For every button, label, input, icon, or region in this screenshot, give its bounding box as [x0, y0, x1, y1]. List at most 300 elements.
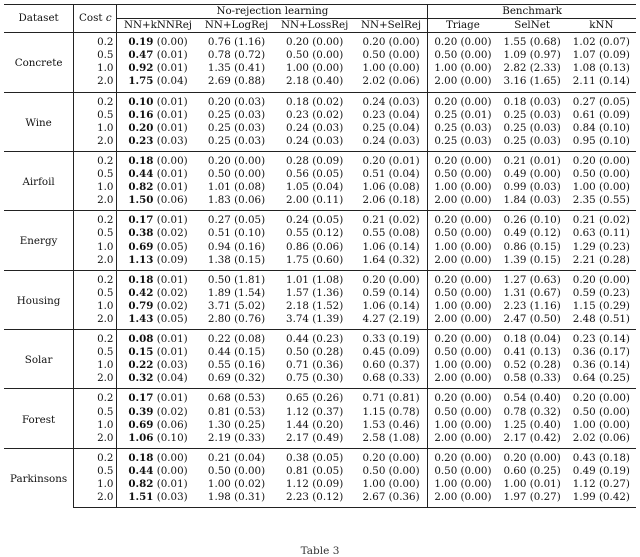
- result-cell: 1.75 (0.04): [128, 75, 188, 88]
- result-cell: 0.18 (0.02): [274, 92, 354, 109]
- cost-value: 0.5: [74, 287, 117, 300]
- result-cell: 0.69 (0.05): [128, 240, 188, 253]
- result-cell: 0.50 (0.00): [434, 227, 492, 240]
- table-row: [4, 270, 636, 287]
- result-cell: 1.25 (0.40): [503, 418, 561, 431]
- cost-value: 0.5: [74, 168, 117, 181]
- result-cell: 2.00 (0.00): [428, 491, 498, 508]
- result-cell: 1.00 (0.00): [434, 478, 492, 490]
- result-cell: 2.00 (0.00): [434, 431, 492, 444]
- cost-value: 2.0: [74, 372, 117, 389]
- benchmark-group-header: Benchmark: [428, 5, 636, 19]
- result-cell: 0.08 (0.01): [117, 330, 199, 347]
- result-cell: 2.35 (0.55): [572, 194, 630, 207]
- result-cell: 0.20 (0.00): [428, 211, 498, 228]
- result-cell: 0.20 (0.00): [428, 151, 498, 168]
- result-cell: 0.50 (0.00): [434, 405, 492, 418]
- result-cell: 0.27 (0.05): [199, 211, 275, 228]
- result-cell: 0.20 (0.00): [199, 151, 275, 168]
- table-row: [4, 372, 636, 389]
- result-cell: 1.06 (0.14): [355, 241, 428, 254]
- result-cell: 0.20 (0.00): [428, 92, 498, 109]
- best-value: 1.51: [128, 491, 154, 504]
- dataset-name: Energy: [4, 211, 74, 270]
- result-cell: 1.89 (1.54): [207, 286, 266, 299]
- result-cell: 0.33 (0.19): [355, 330, 428, 347]
- result-cell: 0.20 (0.00): [567, 389, 636, 406]
- result-cell: 1.13 (0.09): [128, 253, 188, 266]
- result-cell: 0.25 (0.03): [503, 121, 561, 134]
- best-value: 0.82: [128, 478, 154, 490]
- result-cell: 0.16 (0.01): [128, 108, 188, 121]
- cost-value: 2.0: [74, 491, 117, 508]
- result-cell: 2.18 (1.52): [286, 299, 344, 312]
- dataset-name: Forest: [4, 389, 74, 448]
- best-value: 0.39: [128, 405, 154, 418]
- result-cell: 0.25 (0.03): [207, 134, 266, 147]
- result-cell: 0.26 (0.10): [498, 211, 567, 228]
- result-cell: 1.00 (0.00): [572, 181, 630, 194]
- method-header: SelNet: [498, 19, 567, 33]
- result-cell: 0.50 (0.00): [434, 464, 492, 477]
- result-cell: 0.64 (0.25): [572, 372, 630, 385]
- result-cell: 0.20 (0.00): [274, 33, 354, 50]
- cost-value: 1.0: [74, 419, 117, 432]
- best-value: 0.18: [128, 273, 154, 286]
- result-cell: 2.02 (0.06): [355, 75, 428, 92]
- result-cell: 1.00 (0.00): [434, 240, 492, 253]
- result-cell: 1.75 (0.60): [286, 253, 344, 266]
- result-cell: 0.50 (0.00): [434, 49, 492, 62]
- result-cell: 0.55 (0.16): [207, 359, 266, 372]
- result-cell: 0.25 (0.03): [207, 121, 266, 134]
- result-cell: 0.25 (0.03): [503, 134, 561, 147]
- dataset-name: Housing: [4, 270, 74, 329]
- result-cell: 0.79 (0.02): [128, 299, 188, 312]
- result-cell: 0.22 (0.08): [199, 330, 275, 347]
- best-value: 0.79: [128, 299, 154, 312]
- result-cell: 3.16 (1.65): [503, 75, 561, 88]
- result-cell: 0.17 (0.01): [117, 389, 199, 406]
- result-cell: 1.00 (0.00): [434, 359, 492, 372]
- result-cell: 1.12 (0.09): [286, 478, 344, 490]
- result-cell: 2.80 (0.76): [207, 312, 266, 325]
- result-cell: 2.18 (0.40): [286, 75, 344, 88]
- best-value: 1.06: [128, 431, 154, 444]
- result-cell: 2.82 (2.33): [503, 62, 561, 75]
- result-cell: 0.23 (0.04): [355, 109, 428, 122]
- best-value: 0.92: [128, 62, 154, 75]
- result-cell: 1.06 (0.10): [128, 431, 188, 444]
- result-cell: 0.50 (0.00): [355, 49, 428, 62]
- table-row: [4, 227, 636, 240]
- best-value: 1.50: [128, 194, 154, 207]
- result-cell: 0.58 (0.33): [503, 372, 561, 385]
- result-cell: 0.56 (0.05): [286, 168, 344, 181]
- result-cell: 0.49 (0.19): [572, 464, 630, 477]
- cost-value: 1.0: [74, 478, 117, 491]
- result-cell: 0.51 (0.10): [207, 227, 266, 240]
- result-cell: 0.55 (0.08): [355, 227, 428, 240]
- result-cell: 2.17 (0.49): [286, 431, 344, 444]
- result-cell: 0.36 (0.14): [572, 359, 630, 372]
- table-row: [4, 62, 636, 75]
- result-cell: 2.58 (1.08): [355, 432, 428, 449]
- table-row: [4, 254, 636, 271]
- result-cell: 0.21 (0.02): [567, 211, 636, 228]
- result-cell: 2.00 (0.00): [434, 312, 492, 325]
- no-rejection-group-header: No-rejection learning: [117, 5, 428, 19]
- result-cell: 1.98 (0.31): [199, 491, 275, 508]
- result-cell: 0.94 (0.16): [207, 240, 266, 253]
- result-cell: 0.20 (0.00): [428, 330, 498, 347]
- result-cell: 1.12 (0.37): [286, 405, 344, 418]
- table-row: [4, 122, 636, 135]
- result-cell: 0.20 (0.00): [428, 448, 498, 465]
- result-cell: 0.44 (0.01): [128, 168, 188, 181]
- result-cell: 1.64 (0.32): [355, 254, 428, 271]
- method-header: NN+LogRej: [199, 19, 275, 33]
- method-header: NN+LossRej: [274, 19, 354, 33]
- best-value: 0.69: [128, 240, 154, 253]
- result-cell: 0.52 (0.28): [503, 359, 561, 372]
- result-cell: 2.00 (0.00): [434, 253, 492, 266]
- result-cell: 0.27 (0.05): [567, 92, 636, 109]
- best-value: 0.32: [128, 372, 154, 385]
- result-cell: 0.20 (0.00): [498, 448, 567, 465]
- cost-value: 1.0: [74, 359, 117, 372]
- best-value: 0.18: [128, 154, 154, 167]
- result-cell: 0.23 (0.14): [567, 330, 636, 347]
- cost-value: 0.2: [74, 92, 117, 109]
- result-cell: 1.00 (0.00): [286, 62, 344, 75]
- result-cell: 0.50 (0.00): [434, 346, 492, 359]
- result-cell: 1.83 (0.06): [207, 194, 266, 207]
- result-cell: 1.06 (0.14): [355, 300, 428, 313]
- table-row: [4, 92, 636, 109]
- result-cell: 0.15 (0.01): [128, 346, 188, 359]
- table-row: [4, 491, 636, 508]
- best-value: 0.44: [128, 464, 154, 477]
- result-cell: 1.00 (0.00): [355, 478, 428, 491]
- best-value: 0.42: [128, 286, 154, 299]
- result-cell: 1.38 (0.15): [207, 253, 266, 266]
- result-cell: 1.12 (0.27): [572, 478, 630, 490]
- table-row: [4, 75, 636, 92]
- best-value: 0.10: [128, 95, 154, 108]
- result-cell: 2.69 (0.88): [207, 75, 266, 88]
- table-row: [4, 300, 636, 313]
- table-row: [4, 465, 636, 478]
- result-cell: 0.20 (0.00): [428, 33, 498, 50]
- result-cell: 0.25 (0.03): [434, 121, 492, 134]
- result-cell: 0.18 (0.00): [117, 151, 199, 168]
- result-cell: 0.24 (0.05): [274, 211, 354, 228]
- cost-value: 0.5: [74, 465, 117, 478]
- table-row: [4, 389, 636, 406]
- cost-value: 0.2: [74, 389, 117, 406]
- table-row: [4, 241, 636, 254]
- result-cell: 1.01 (1.08): [274, 270, 354, 287]
- best-value: 0.82: [128, 181, 154, 194]
- result-cell: 0.20 (0.00): [355, 33, 428, 50]
- result-cell: 0.20 (0.00): [567, 151, 636, 168]
- result-cell: 1.53 (0.46): [355, 419, 428, 432]
- result-cell: 1.99 (0.42): [567, 491, 636, 508]
- result-cell: 1.00 (0.01): [503, 478, 561, 490]
- result-cell: 0.25 (0.03): [434, 134, 492, 147]
- result-cell: 0.54 (0.40): [498, 389, 567, 406]
- result-cell: 0.86 (0.15): [503, 240, 561, 253]
- result-cell: 1.00 (0.00): [434, 181, 492, 194]
- table-row: [4, 419, 636, 432]
- best-value: 0.20: [128, 121, 154, 134]
- cost-value: 1.0: [74, 241, 117, 254]
- cost-value: 1.0: [74, 181, 117, 194]
- cost-value: 2.0: [74, 194, 117, 211]
- result-cell: 1.01 (0.08): [207, 181, 266, 194]
- result-cell: 1.43 (0.05): [128, 312, 188, 325]
- result-cell: 0.78 (0.32): [503, 405, 561, 418]
- result-cell: 0.39 (0.02): [128, 405, 188, 418]
- result-cell: 0.81 (0.05): [286, 464, 344, 477]
- result-cell: 0.25 (0.01): [434, 108, 492, 121]
- cost-value: 2.0: [74, 313, 117, 330]
- cost-value: 0.5: [74, 109, 117, 122]
- result-cell: 1.30 (0.25): [207, 418, 266, 431]
- result-cell: 0.10 (0.01): [117, 92, 199, 109]
- result-cell: 0.24 (0.03): [286, 134, 344, 147]
- table-row: [4, 330, 636, 347]
- best-value: 0.15: [128, 346, 154, 359]
- cost-value: 2.0: [74, 135, 117, 152]
- cost-value: 0.5: [74, 346, 117, 359]
- result-cell: 0.71 (0.36): [286, 359, 344, 372]
- cost-value: 2.0: [74, 75, 117, 92]
- result-cell: 0.17 (0.01): [117, 211, 199, 228]
- table-row: [4, 49, 636, 62]
- result-cell: 0.50 (0.00): [434, 168, 492, 181]
- result-cell: 1.00 (0.00): [572, 418, 630, 431]
- table-row: [4, 33, 636, 50]
- table-row: [4, 194, 636, 211]
- result-cell: 0.47 (0.01): [128, 49, 188, 62]
- method-header: kNN: [567, 19, 636, 33]
- cost-value: 0.2: [74, 330, 117, 347]
- dataset-name: Wine: [4, 92, 74, 151]
- result-cell: 0.18 (0.03): [498, 92, 567, 109]
- result-cell: 0.55 (0.12): [286, 227, 344, 240]
- table-row: [4, 406, 636, 419]
- cost-value: 2.0: [74, 432, 117, 449]
- cost-value: 0.5: [74, 49, 117, 62]
- result-cell: 1.00 (0.00): [434, 418, 492, 431]
- result-cell: 2.23 (1.16): [503, 299, 561, 312]
- result-cell: 0.44 (0.00): [128, 464, 188, 477]
- result-cell: 0.23 (0.02): [286, 108, 344, 121]
- method-header: NN+SelRej: [355, 19, 428, 33]
- result-cell: 0.38 (0.02): [128, 227, 188, 240]
- best-value: 0.44: [128, 168, 154, 181]
- table-row: [4, 151, 636, 168]
- table-caption: Table 3: [300, 545, 340, 557]
- result-cell: 1.35 (0.41): [207, 62, 266, 75]
- results-table: [4, 4, 636, 508]
- result-cell: 0.21 (0.04): [199, 448, 275, 465]
- result-cell: 0.20 (0.01): [128, 121, 188, 134]
- table-row: [4, 448, 636, 465]
- result-cell: 0.20 (0.00): [355, 270, 428, 287]
- best-value: 0.38: [128, 227, 154, 240]
- result-cell: 0.20 (0.00): [567, 270, 636, 287]
- result-cell: 2.02 (0.06): [572, 431, 630, 444]
- result-cell: 4.27 (2.19): [355, 313, 428, 330]
- result-cell: 1.31 (0.67): [503, 286, 561, 299]
- best-value: 0.47: [128, 49, 154, 62]
- result-cell: 0.25 (0.03): [503, 108, 561, 121]
- best-value: 0.69: [128, 418, 154, 431]
- cost-value: 0.2: [74, 211, 117, 228]
- result-cell: 0.68 (0.53): [199, 389, 275, 406]
- result-cell: 1.06 (0.08): [355, 181, 428, 194]
- result-cell: 1.55 (0.68): [498, 33, 567, 50]
- result-cell: 0.28 (0.09): [274, 151, 354, 168]
- best-value: 0.18: [128, 451, 154, 464]
- result-cell: 0.59 (0.23): [572, 286, 630, 299]
- result-cell: 0.50 (0.00): [355, 465, 428, 478]
- result-cell: 0.81 (0.53): [207, 405, 266, 418]
- result-cell: 2.21 (0.28): [572, 253, 630, 266]
- result-cell: 0.49 (0.12): [503, 227, 561, 240]
- table-row: [4, 359, 636, 372]
- result-cell: 0.50 (0.00): [207, 168, 266, 181]
- result-cell: 1.00 (0.02): [207, 478, 266, 490]
- dataset-name: Airfoil: [4, 151, 74, 210]
- result-cell: 0.84 (0.10): [572, 121, 630, 134]
- result-cell: 0.21 (0.01): [498, 151, 567, 168]
- table-row: [4, 478, 636, 491]
- result-cell: 1.15 (0.78): [355, 406, 428, 419]
- best-value: 1.75: [128, 75, 154, 88]
- result-cell: 0.36 (0.17): [572, 346, 630, 359]
- cost-value: 0.5: [74, 227, 117, 240]
- result-cell: 0.50 (0.00): [286, 49, 344, 62]
- result-cell: 2.48 (0.51): [572, 312, 630, 325]
- table-row: [4, 211, 636, 228]
- result-cell: 0.23 (0.03): [128, 134, 188, 147]
- result-cell: 1.44 (0.20): [286, 418, 344, 431]
- result-cell: 0.92 (0.01): [128, 62, 188, 75]
- result-cell: 1.02 (0.07): [567, 33, 636, 50]
- best-value: 1.13: [128, 253, 154, 266]
- cost-value: 2.0: [74, 254, 117, 271]
- result-cell: 1.15 (0.29): [572, 299, 630, 312]
- cost-value: 0.2: [74, 270, 117, 287]
- table-row: [4, 313, 636, 330]
- result-cell: 0.19 (0.00): [117, 33, 199, 50]
- result-cell: 1.57 (1.36): [286, 286, 344, 299]
- table-row: [4, 346, 636, 359]
- result-cell: 1.97 (0.27): [498, 491, 567, 508]
- cost-value: 1.0: [74, 62, 117, 75]
- dataset-name: Solar: [4, 330, 74, 389]
- result-cell: 0.69 (0.32): [207, 372, 266, 385]
- method-header: NN+kNNRej: [117, 19, 199, 33]
- table-row: [4, 135, 636, 152]
- result-cell: 0.22 (0.03): [128, 359, 188, 372]
- result-cell: 1.00 (0.00): [355, 62, 428, 75]
- result-cell: 0.24 (0.03): [355, 135, 428, 152]
- cost-value: 1.0: [74, 300, 117, 313]
- result-cell: 0.82 (0.01): [128, 181, 188, 194]
- table-row: [4, 181, 636, 194]
- table-row: [4, 287, 636, 300]
- result-cell: 1.50 (0.06): [128, 194, 188, 207]
- cost-value: 0.2: [74, 448, 117, 465]
- result-cell: 0.20 (0.00): [355, 448, 428, 465]
- result-cell: 0.50 (0.00): [572, 168, 630, 181]
- result-cell: 0.43 (0.18): [567, 448, 636, 465]
- table-row: [4, 109, 636, 122]
- dataset-header: Dataset: [4, 5, 74, 33]
- result-cell: 2.19 (0.33): [207, 431, 266, 444]
- result-cell: 0.86 (0.06): [286, 240, 344, 253]
- best-value: 0.23: [128, 134, 154, 147]
- result-cell: 2.17 (0.42): [503, 431, 561, 444]
- result-cell: 0.63 (0.11): [572, 227, 630, 240]
- result-cell: 0.18 (0.01): [117, 270, 199, 287]
- best-value: 0.16: [128, 108, 154, 121]
- cost-header: Cost c: [74, 5, 117, 33]
- result-cell: 3.74 (1.39): [286, 312, 344, 325]
- result-cell: 2.47 (0.50): [503, 312, 561, 325]
- result-cell: 0.24 (0.03): [286, 121, 344, 134]
- result-cell: 0.50 (0.00): [434, 286, 492, 299]
- result-cell: 0.44 (0.15): [207, 346, 266, 359]
- cost-value: 0.5: [74, 406, 117, 419]
- result-cell: 1.27 (0.63): [498, 270, 567, 287]
- result-cell: 1.00 (0.00): [434, 62, 492, 75]
- result-cell: 0.20 (0.03): [199, 92, 275, 109]
- result-cell: 0.44 (0.23): [274, 330, 354, 347]
- method-header: Triage: [428, 19, 498, 33]
- best-value: 0.17: [128, 392, 154, 405]
- dataset-name: Concrete: [4, 33, 74, 92]
- result-cell: 1.29 (0.23): [572, 240, 630, 253]
- result-cell: 0.59 (0.14): [355, 287, 428, 300]
- result-cell: 0.95 (0.10): [572, 134, 630, 147]
- result-cell: 0.32 (0.04): [128, 372, 188, 385]
- result-cell: 0.45 (0.09): [355, 346, 428, 359]
- best-value: 0.17: [128, 214, 154, 227]
- result-cell: 2.00 (0.00): [434, 194, 492, 207]
- dataset-name: Parkinsons: [4, 448, 74, 507]
- result-cell: 0.50 (0.00): [572, 405, 630, 418]
- result-cell: 0.68 (0.33): [355, 372, 428, 389]
- result-cell: 0.21 (0.02): [355, 211, 428, 228]
- cost-value: 0.2: [74, 33, 117, 50]
- result-cell: 0.25 (0.03): [207, 108, 266, 121]
- result-cell: 2.67 (0.36): [355, 491, 428, 508]
- result-cell: 2.23 (0.12): [274, 491, 354, 508]
- result-cell: 1.84 (0.03): [503, 194, 561, 207]
- result-cell: 0.25 (0.04): [355, 122, 428, 135]
- table-row: [4, 168, 636, 181]
- result-cell: 0.18 (0.04): [498, 330, 567, 347]
- result-cell: 0.61 (0.09): [572, 108, 630, 121]
- table-row: [4, 432, 636, 449]
- result-cell: 0.76 (1.16): [199, 33, 275, 50]
